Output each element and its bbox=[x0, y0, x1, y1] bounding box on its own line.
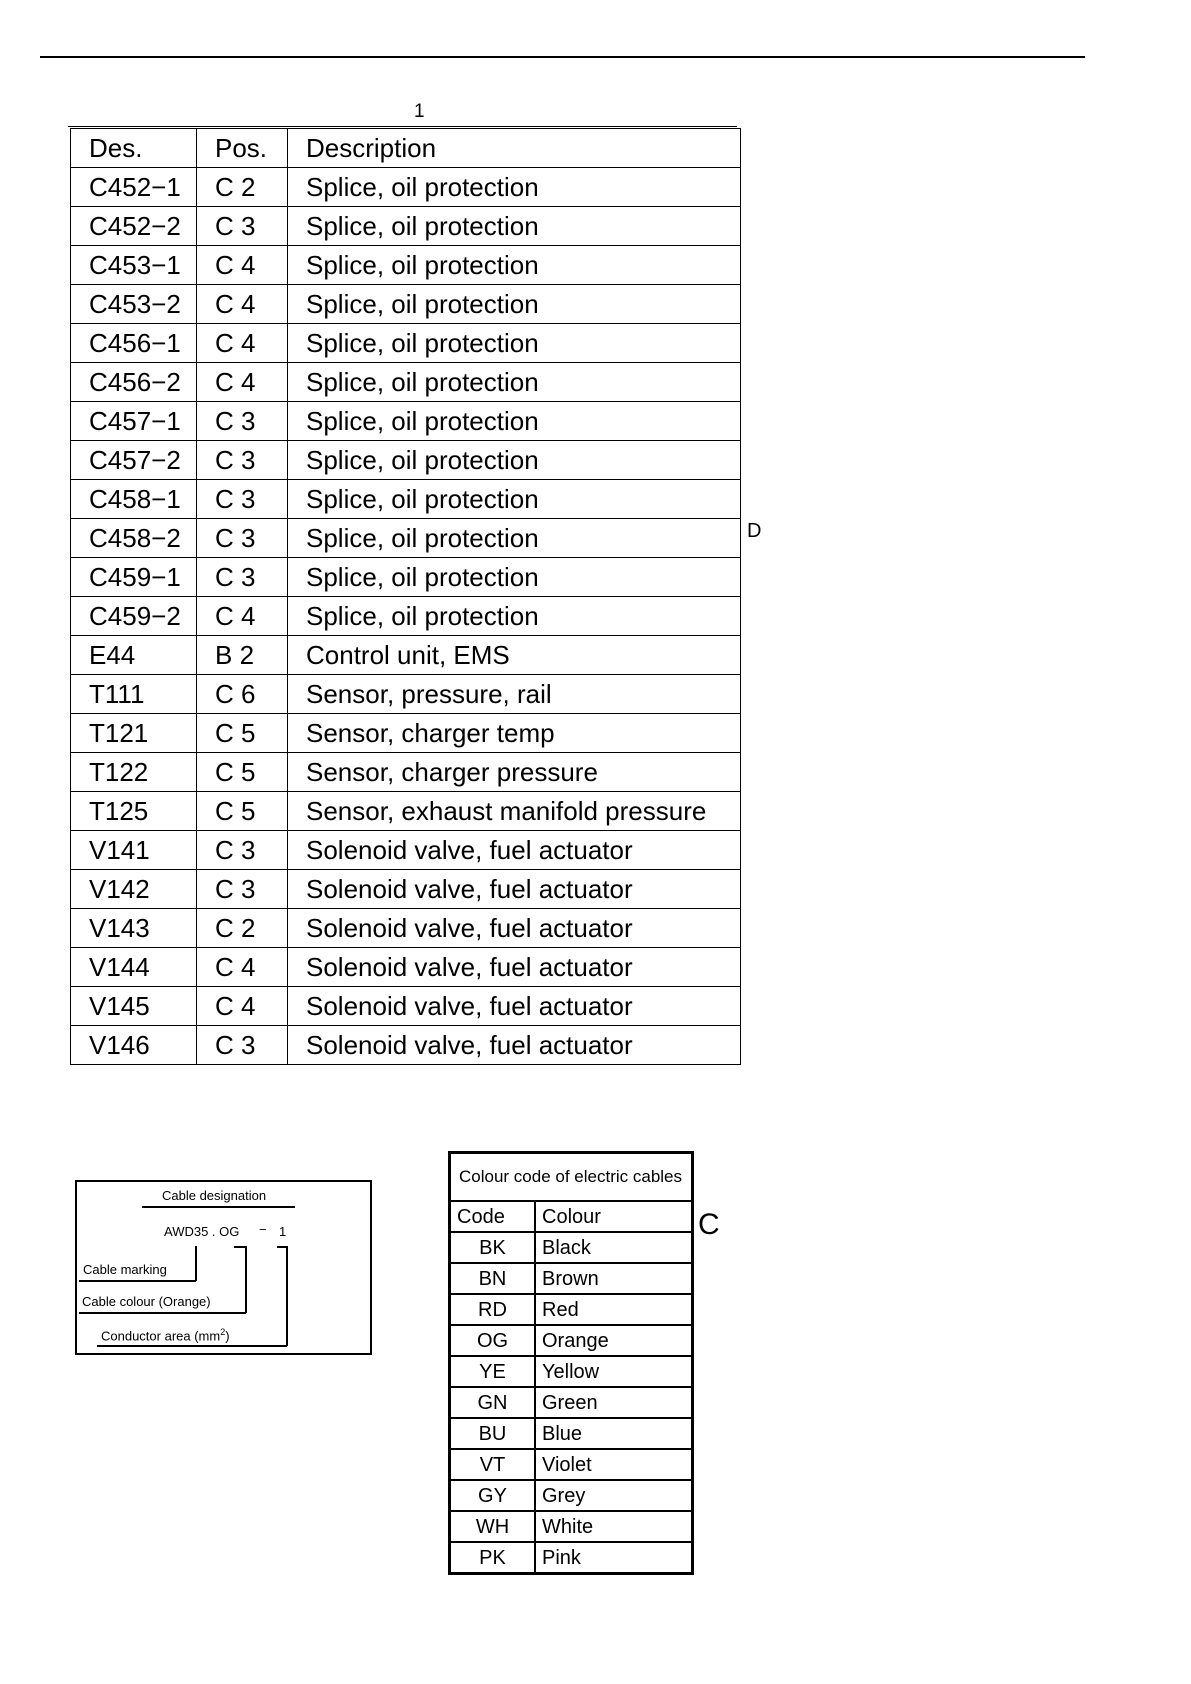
component-table-body bbox=[71, 168, 741, 1065]
colour-leader-horizontal bbox=[79, 1312, 246, 1314]
position-cell: C 3 bbox=[197, 1026, 288, 1065]
table-row bbox=[71, 1026, 741, 1065]
description-cell: Solenoid valve, fuel actuator bbox=[288, 831, 741, 870]
description-cell: Splice, oil protection bbox=[288, 363, 741, 402]
colour-leader-vertical bbox=[245, 1246, 247, 1313]
table-row bbox=[71, 285, 741, 324]
description-cell: Sensor, charger pressure bbox=[288, 753, 741, 792]
colour-name-cell: Violet bbox=[535, 1449, 693, 1480]
designation-cell: C457−1 bbox=[71, 402, 197, 441]
colour-code-cell: BN bbox=[450, 1263, 536, 1294]
table-row bbox=[71, 363, 741, 402]
table-row bbox=[71, 246, 741, 285]
position-cell: C 6 bbox=[197, 675, 288, 714]
designation-cell: C458−2 bbox=[71, 519, 197, 558]
colour-name-cell: Brown bbox=[535, 1263, 693, 1294]
position-cell: C 5 bbox=[197, 714, 288, 753]
section-reference: C bbox=[698, 1208, 720, 1241]
column-reference: 1 bbox=[414, 101, 425, 122]
designation-cell: C459−1 bbox=[71, 558, 197, 597]
designation-cell: C453−2 bbox=[71, 285, 197, 324]
colour-code-cell: VT bbox=[450, 1449, 536, 1480]
description-cell: Splice, oil protection bbox=[288, 597, 741, 636]
description-cell: Solenoid valve, fuel actuator bbox=[288, 1026, 741, 1065]
designation-cell: V141 bbox=[71, 831, 197, 870]
table-row bbox=[71, 168, 741, 207]
position-cell: C 3 bbox=[197, 870, 288, 909]
designation-cell: C453−1 bbox=[71, 246, 197, 285]
table-row bbox=[71, 714, 741, 753]
designation-cell: V143 bbox=[71, 909, 197, 948]
colour-code-title: Colour code of electric cables bbox=[450, 1153, 693, 1202]
colour-code-header bbox=[450, 1201, 693, 1232]
cable-example-code: AWD35 . OG bbox=[164, 1224, 240, 1239]
description-cell: Solenoid valve, fuel actuator bbox=[288, 909, 741, 948]
position-cell: C 4 bbox=[197, 363, 288, 402]
position-cell: C 4 bbox=[197, 987, 288, 1026]
position-cell: C 5 bbox=[197, 753, 288, 792]
cable-colour-label: Cable colour (Orange) bbox=[82, 1294, 211, 1309]
position-cell: B 2 bbox=[197, 636, 288, 675]
table-row bbox=[71, 831, 741, 870]
table-row bbox=[71, 948, 741, 987]
designation-cell: V142 bbox=[71, 870, 197, 909]
colour-name-cell: White bbox=[535, 1511, 693, 1542]
description-cell: Splice, oil protection bbox=[288, 441, 741, 480]
marking-leader-vertical bbox=[195, 1246, 197, 1281]
colour-code-title-row bbox=[450, 1153, 693, 1202]
position-cell: C 4 bbox=[197, 597, 288, 636]
colour-code-cell: PK bbox=[450, 1542, 536, 1574]
colour-name-cell: Green bbox=[535, 1387, 693, 1418]
colour-name-cell: Grey bbox=[535, 1480, 693, 1511]
designation-cell: C456−1 bbox=[71, 324, 197, 363]
designation-cell: C452−1 bbox=[71, 168, 197, 207]
designation-cell: T121 bbox=[71, 714, 197, 753]
colour-code-cell: WH bbox=[450, 1511, 536, 1542]
cable-example-size: 1 bbox=[279, 1224, 287, 1239]
cable-designation-title: Cable designation bbox=[162, 1188, 267, 1203]
description-cell: Sensor, charger temp bbox=[288, 714, 741, 753]
designation-cell: C459−2 bbox=[71, 597, 197, 636]
header-code: Code bbox=[450, 1201, 536, 1232]
colour-code-cell: BK bbox=[450, 1232, 536, 1263]
designation-cell: V146 bbox=[71, 1026, 197, 1065]
header-designation: Des. bbox=[71, 129, 197, 168]
colour-code-row bbox=[450, 1294, 693, 1325]
colour-code-row bbox=[450, 1356, 693, 1387]
table-row bbox=[71, 558, 741, 597]
description-cell: Splice, oil protection bbox=[288, 207, 741, 246]
designation-cell: T125 bbox=[71, 792, 197, 831]
position-cell: C 4 bbox=[197, 246, 288, 285]
position-cell: C 2 bbox=[197, 909, 288, 948]
top-rule bbox=[40, 56, 1085, 58]
header-position: Pos. bbox=[197, 129, 288, 168]
conductor-area-label: Conductor area $(mm^2)$ bbox=[101, 1327, 230, 1344]
header-colour: Colour bbox=[535, 1201, 693, 1232]
table-row bbox=[71, 909, 741, 948]
position-cell: C 3 bbox=[197, 480, 288, 519]
colour-name-cell: Orange bbox=[535, 1325, 693, 1356]
colour-code-table bbox=[448, 1151, 694, 1575]
designation-cell: C456−2 bbox=[71, 363, 197, 402]
description-cell: Sensor, exhaust manifold pressure bbox=[288, 792, 741, 831]
position-cell: C 2 bbox=[197, 168, 288, 207]
position-cell: C 3 bbox=[197, 402, 288, 441]
colour-code-cell: RD bbox=[450, 1294, 536, 1325]
colour-name-cell: Black bbox=[535, 1232, 693, 1263]
description-cell: Splice, oil protection bbox=[288, 480, 741, 519]
table-row bbox=[71, 519, 741, 558]
table-row bbox=[71, 792, 741, 831]
description-cell: Splice, oil protection bbox=[288, 285, 741, 324]
description-cell: Splice, oil protection bbox=[288, 324, 741, 363]
table-row bbox=[71, 675, 741, 714]
marking-leader-horizontal bbox=[79, 1280, 196, 1282]
colour-code-row bbox=[450, 1232, 693, 1263]
colour-code-cell: GN bbox=[450, 1387, 536, 1418]
position-cell: C 3 bbox=[197, 519, 288, 558]
table-row bbox=[71, 207, 741, 246]
colour-code-cell: YE bbox=[450, 1356, 536, 1387]
colour-code-row bbox=[450, 1480, 693, 1511]
description-cell: Splice, oil protection bbox=[288, 168, 741, 207]
designation-cell: C457−2 bbox=[71, 441, 197, 480]
table-row bbox=[71, 597, 741, 636]
table-row bbox=[71, 636, 741, 675]
designation-cell: E44 bbox=[71, 636, 197, 675]
description-cell: Solenoid valve, fuel actuator bbox=[288, 948, 741, 987]
colour-name-cell: Yellow bbox=[535, 1356, 693, 1387]
description-cell: Sensor, pressure, rail bbox=[288, 675, 741, 714]
table-row bbox=[71, 987, 741, 1026]
description-cell: Splice, oil protection bbox=[288, 519, 741, 558]
title-underline bbox=[142, 1206, 295, 1208]
table-top-rule bbox=[68, 126, 737, 127]
colour-code-row bbox=[450, 1418, 693, 1449]
table-row bbox=[71, 753, 741, 792]
colour-code-body bbox=[450, 1232, 693, 1574]
area-leader-vertical bbox=[286, 1246, 288, 1346]
position-cell: C 4 bbox=[197, 948, 288, 987]
colour-code-row bbox=[450, 1511, 693, 1542]
colour-name-cell: Red bbox=[535, 1294, 693, 1325]
component-table bbox=[70, 128, 741, 1065]
position-cell: C 4 bbox=[197, 324, 288, 363]
header-description: Description bbox=[288, 129, 741, 168]
designation-cell: V145 bbox=[71, 987, 197, 1026]
designation-cell: C452−2 bbox=[71, 207, 197, 246]
colour-code-row bbox=[450, 1449, 693, 1480]
position-cell: C 3 bbox=[197, 558, 288, 597]
description-cell: Splice, oil protection bbox=[288, 246, 741, 285]
position-cell: C 5 bbox=[197, 792, 288, 831]
description-cell: Solenoid valve, fuel actuator bbox=[288, 987, 741, 1026]
description-cell: Splice, oil protection bbox=[288, 402, 741, 441]
colour-code-cell: OG bbox=[450, 1325, 536, 1356]
designation-cell: V144 bbox=[71, 948, 197, 987]
colour-code-cell: GY bbox=[450, 1480, 536, 1511]
cable-example-dash: − bbox=[259, 1222, 267, 1237]
colour-code-row bbox=[450, 1387, 693, 1418]
row-reference: D bbox=[747, 520, 762, 542]
description-cell: Splice, oil protection bbox=[288, 558, 741, 597]
position-cell: C 4 bbox=[197, 285, 288, 324]
component-table-header bbox=[71, 129, 741, 168]
table-row bbox=[71, 324, 741, 363]
colour-name-cell: Pink bbox=[535, 1542, 693, 1574]
position-cell: C 3 bbox=[197, 441, 288, 480]
colour-name-cell: Blue bbox=[535, 1418, 693, 1449]
colour-code-cell: BU bbox=[450, 1418, 536, 1449]
description-cell: Solenoid valve, fuel actuator bbox=[288, 870, 741, 909]
description-cell: Control unit, EMS bbox=[288, 636, 741, 675]
cable-designation-box bbox=[75, 1180, 372, 1355]
position-cell: C 3 bbox=[197, 207, 288, 246]
table-row bbox=[71, 870, 741, 909]
table-row bbox=[71, 480, 741, 519]
table-row bbox=[71, 441, 741, 480]
colour-code-row bbox=[450, 1542, 693, 1574]
designation-cell: C458−1 bbox=[71, 480, 197, 519]
table-row bbox=[71, 402, 741, 441]
designation-cell: T122 bbox=[71, 753, 197, 792]
designation-cell: T111 bbox=[71, 675, 197, 714]
colour-code-row bbox=[450, 1263, 693, 1294]
area-leader-horizontal bbox=[97, 1345, 287, 1347]
cable-marking-label: Cable marking bbox=[83, 1262, 167, 1277]
colour-code-row bbox=[450, 1325, 693, 1356]
position-cell: C 3 bbox=[197, 831, 288, 870]
